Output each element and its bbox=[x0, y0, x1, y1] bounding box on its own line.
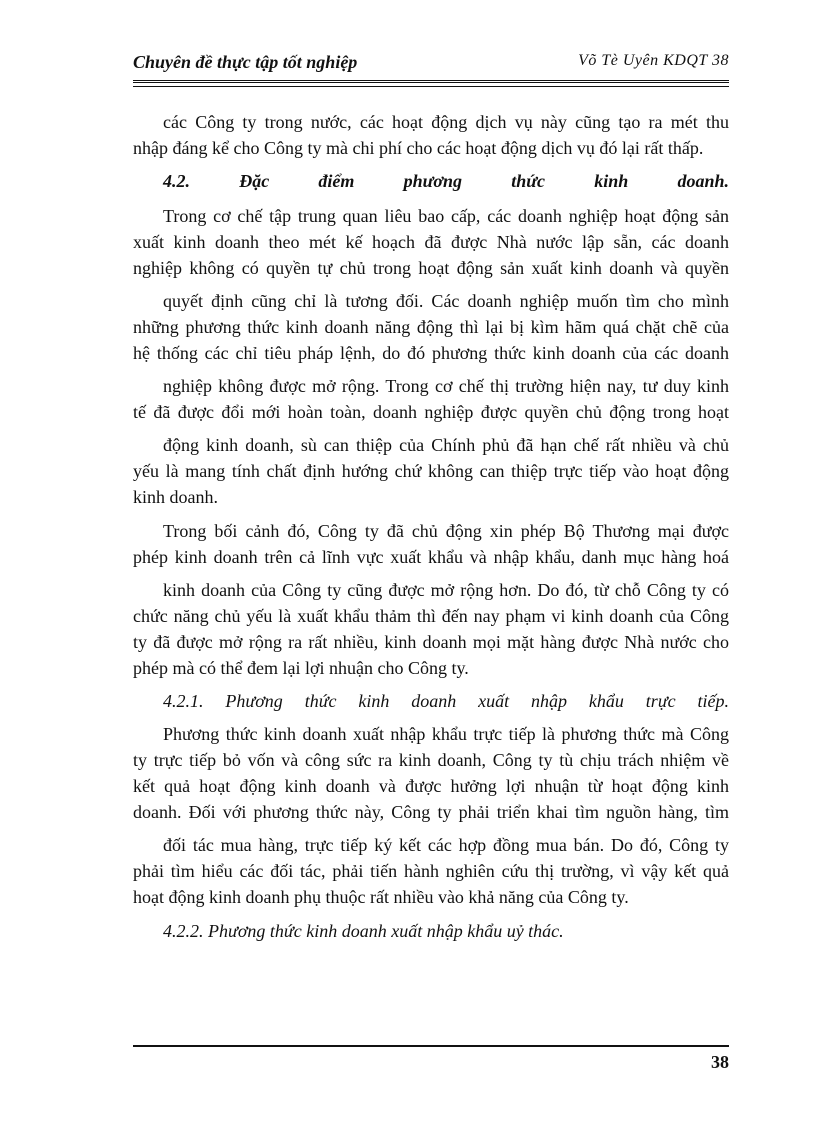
text-line: phải tìm hiểu các đối tác, phải tiến hành nghiên cứu thị trường, vì vậy kết quả bbox=[133, 861, 729, 881]
text-line: các Công ty trong nước, các hoạt động dịch vụ này cũng tạo ra mét thu bbox=[163, 112, 729, 132]
text-line: yếu là mang tính chất định hướng chứ không can thiệp trực tiếp vào hoạt động bbox=[133, 461, 729, 481]
header-rule bbox=[133, 80, 729, 87]
text-line: nhập đáng kể cho Công ty mà chi phí cho các hoạt động dịch vụ đó lại rất thấp. bbox=[133, 138, 704, 158]
text-line: Trong bối cảnh đó, Công ty đã chủ động xin phép Bộ Thương mại được bbox=[163, 521, 729, 541]
text-line: ty đã được mở rộng ra rất nhiều, kinh doanh mọi mặt hàng được Nhà nước cho bbox=[133, 632, 729, 652]
text-line: nghiệp không có quyền tự chủ trong hoạt động sản xuất kinh doanh và quyền bbox=[133, 258, 729, 278]
text-line: động kinh doanh, sù can thiệp của Chính phủ đã hạn chế rất nhiều và chủ bbox=[163, 435, 729, 455]
text-line: kinh doanh. bbox=[133, 487, 218, 507]
text-line: kết quả hoạt động kinh doanh và được hưởng lợi nhuận từ hoạt động kinh bbox=[133, 776, 729, 796]
text-line: nghiệp không được mở rộng. Trong cơ chế thị trường hiện nay, tư duy kinh bbox=[163, 376, 729, 396]
text-line: Trong cơ chế tập trung quan liêu bao cấp, các doanh nghiệp hoạt động sản bbox=[163, 206, 729, 226]
text-line: xuất kinh doanh theo mét kế hoạch đã được Nhà nước lập sẵn, các doanh bbox=[133, 232, 729, 252]
header-title: Chuyên đề thực tập tốt nghiệp bbox=[133, 52, 358, 72]
text-line: ty trực tiếp bỏ vốn và công sức ra kinh doanh, Công ty tù chịu trách nhiệm về bbox=[133, 750, 729, 770]
page-number: 38 bbox=[711, 1052, 729, 1072]
header-author: Võ Tè Uyên KDQT 38 bbox=[578, 52, 729, 69]
page-header bbox=[133, 52, 729, 76]
text-line: phép kinh doanh trên cả lĩnh vực xuất khẩu và nhập khẩu, danh mục hàng hoá bbox=[133, 547, 729, 567]
section-heading: 4.2. Đặc điểm phương thức kinh doanh. bbox=[163, 171, 729, 191]
text-line: hoạt động kinh doanh phụ thuộc rất nhiều vào khả năng của Công ty. bbox=[133, 887, 629, 907]
subsection-heading: 4.2.2. Phương thức kinh doanh xuất nhập khẩu uỷ thác. bbox=[163, 921, 564, 941]
text-line: những phương thức kinh doanh năng động thì lại bị kìm hãm quá chặt chẽ của bbox=[133, 317, 729, 337]
text-line: tế đã được đổi mới hoàn toàn, doanh nghiệp được quyền chủ động trong hoạt bbox=[133, 402, 729, 422]
text-line: doanh. Đối với phương thức này, Công ty phải triển khai tìm nguồn hàng, tìm bbox=[133, 802, 729, 822]
text-line: phép mà có thể đem lại lợi nhuận cho Công ty. bbox=[133, 658, 469, 678]
text-line: chức năng chủ yếu là xuất khẩu thảm thì đến nay phạm vi kinh doanh của Công bbox=[133, 606, 729, 626]
footer-rule bbox=[133, 1045, 729, 1047]
text-line: Phương thức kinh doanh xuất nhập khẩu trực tiếp là phương thức mà Công bbox=[163, 724, 729, 744]
subsection-heading: 4.2.1. Phương thức kinh doanh xuất nhập khẩu trực tiếp. bbox=[163, 691, 729, 711]
text-line: kinh doanh của Công ty cũng được mở rộng hơn. Do đó, từ chỗ Công ty có bbox=[163, 580, 729, 600]
text-line: đối tác mua hàng, trực tiếp ký kết các hợp đồng mua bán. Do đó, Công ty bbox=[163, 835, 729, 855]
text-line: hệ thống các chỉ tiêu pháp lệnh, do đó phương thức kinh doanh của các doanh bbox=[133, 343, 729, 363]
text-line: quyết định cũng chỉ là tương đối. Các doanh nghiệp muốn tìm cho mình bbox=[163, 291, 729, 311]
